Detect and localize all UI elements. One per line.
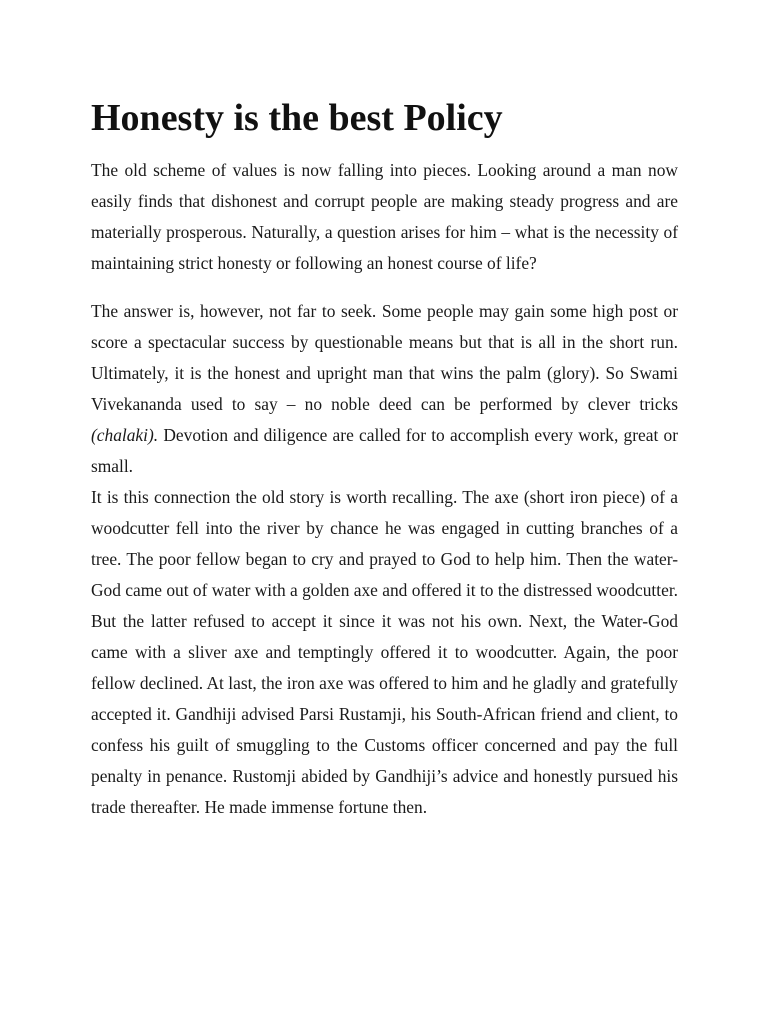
paragraph-1: The old scheme of values is now falling into pieces. Looking around a man now easily finds that dishonest and corrupt people are making steady progress and are materially prosperous. Naturally, a question arises for him – what is the necessity of maintaining strict honesty or following an honest course of life? bbox=[91, 160, 678, 273]
paragraph-2-text-start: The answer is, however, not far to seek. Some people may gain some high post or score a spectacular success by questionable means but that is all in the short run. Ultimately, it is the honest and upright man that wins the palm (glory). So Swami Vivekananda used to say – no noble deed can be performed by clever tricks bbox=[91, 301, 678, 414]
document-title: Honesty is the best Policy bbox=[91, 97, 503, 139]
paragraph-3: It is this connection the old story is worth recalling. The axe (short iron piece) of a woodcutter fell into the river by chance he was engaged in cutting branches of a tree. The poor fellow began to cry and prayed to God to help him. Then the water-God came out of water with a golden axe and offered it to the distressed woodcutter. But the latter refused to accept it since it was not his own. Next, the Water-God came with a sliver axe and temptingly offered it to woodcutter. Again, the poor fellow declined. At last, the iron axe was offered to him and he gladly and gratefully accepted it. Gandhiji advised Parsi Rustamji, his South-African friend and client, to confess his guilt of smuggling to the Customs officer concerned and pay the full penalty in penance. Rustomji abided by Gandhiji’s advice and honestly pursued his trade thereafter. He made immense fortune then. bbox=[91, 487, 678, 817]
paragraph-2 bbox=[91, 296, 678, 482]
document-page bbox=[91, 92, 678, 823]
paragraph-2-italic-term: (chalaki). bbox=[91, 425, 159, 445]
paragraph-2-text-end: Devotion and diligence are called for to accomplish every work, great or small. bbox=[91, 425, 678, 476]
